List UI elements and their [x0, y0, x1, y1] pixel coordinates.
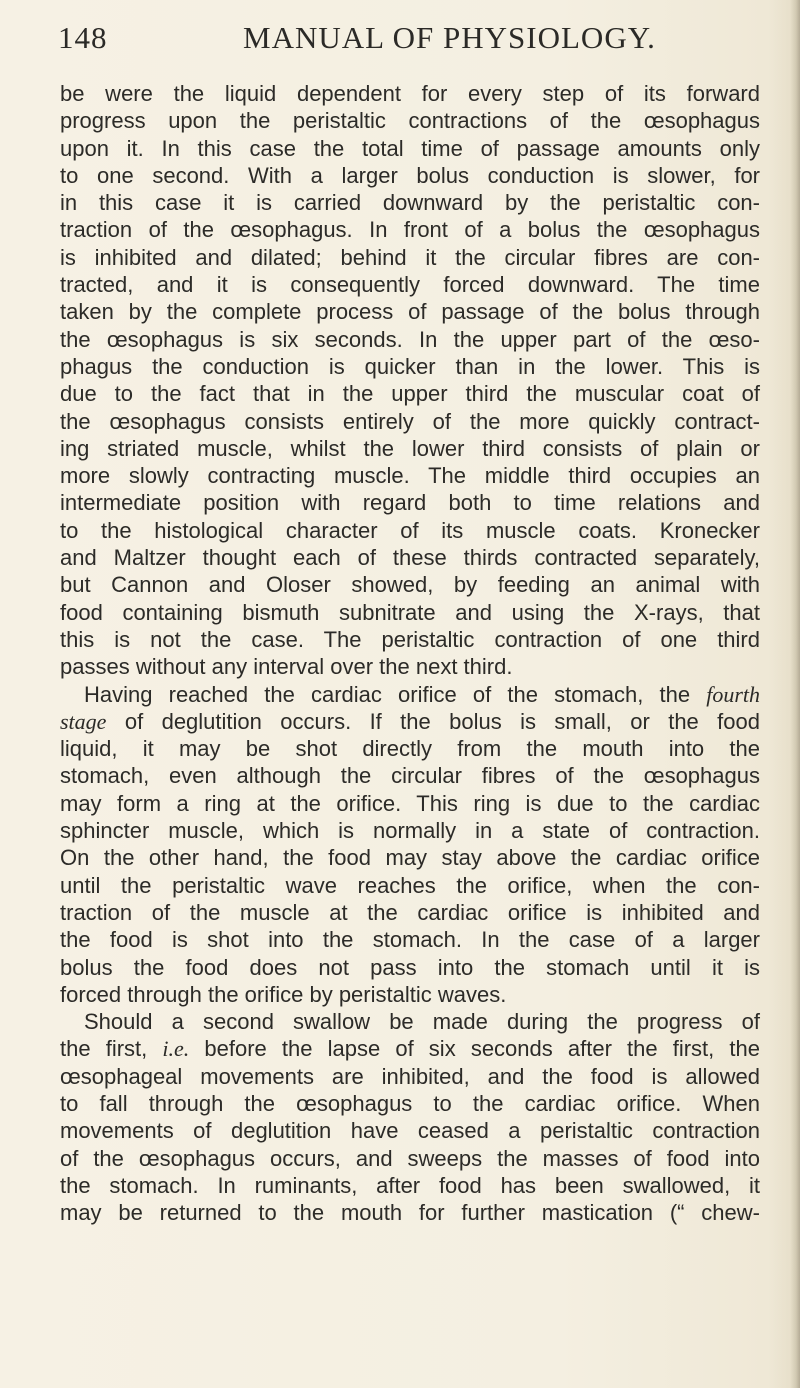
text-line: tracted, and it is consequently forced downward. The time	[60, 272, 760, 298]
text-line: upon it. In this case the total time of passage amounts only	[60, 135, 760, 161]
text-line: movements of deglutition have ceased a peristaltic contraction	[60, 1118, 760, 1144]
italic-term: i.e.	[162, 1036, 190, 1062]
text-line	[60, 708, 760, 735]
text-line: the food is shot into the stomach. In the case of a larger	[60, 927, 760, 953]
text-line	[60, 1035, 760, 1062]
text-line: ing striated muscle, whilst the lower third consists of plain or	[60, 435, 760, 461]
text-line: On the other hand, the food may stay above the cardiac orifice	[60, 845, 760, 871]
text-line: food containing bismuth subnitrate and using the X-rays, that	[60, 599, 760, 625]
text-line: more slowly contracting muscle. The middle third occupies an	[60, 463, 760, 489]
text-line: stomach, even although the circular fibres of the œsophagus	[60, 763, 760, 789]
text-line: to the histological character of its muscle coats. Kronecker	[60, 517, 760, 543]
text-line: may form a ring at the orifice. This ring is due to the cardiac	[60, 790, 760, 816]
text-line: and Maltzer thought each of these thirds contracted separately,	[60, 545, 760, 571]
text-line: œsophageal movements are inhibited, and the food is allowed	[60, 1063, 760, 1089]
page-edge-shadow	[790, 0, 800, 1388]
running-head	[58, 20, 758, 60]
text-segment: the first,	[60, 1036, 163, 1062]
text-line: liquid, it may be shot directly from the mouth into the	[60, 736, 760, 762]
text-line: but Cannon and Oloser showed, by feeding an animal with	[60, 572, 760, 598]
text-line: be were the liquid dependent for every step of its forward	[60, 81, 760, 106]
italic-term: stage	[60, 708, 107, 734]
text-segment: of deglutition occurs. If the bolus is small, or the food	[106, 708, 760, 734]
italic-term: fourth	[706, 681, 760, 707]
text-line: to fall through the œsophagus to the cardiac orifice. When	[60, 1090, 760, 1116]
text-line: the stomach. In ruminants, after food has been swallowed, it	[60, 1172, 760, 1198]
text-line: this is not the case. The peristaltic contraction of one third	[60, 626, 760, 652]
text-line: in this case it is carried downward by the peristaltic con-	[60, 190, 760, 216]
text-line: progress upon the peristaltic contractions of the œsophagus	[60, 108, 760, 134]
text-line: may be returned to the mouth for further mastication (“ chew-	[60, 1200, 760, 1226]
running-title: MANUAL OF PHYSIOLOGY.	[243, 20, 656, 55]
text-line: due to the fact that in the upper third the muscular coat of	[60, 381, 760, 407]
text-line: taken by the complete process of passage of the bolus through	[60, 299, 760, 325]
text-segment: before the lapse of six seconds after the first, the	[189, 1036, 760, 1062]
text-line: Should a second swallow be made during the progress of	[84, 1009, 760, 1035]
body-text	[60, 80, 760, 1226]
text-line: to one second. With a larger bolus conduction is slower, for	[60, 162, 760, 188]
text-line: until the peristaltic wave reaches the orifice, when the con-	[60, 872, 760, 898]
text-segment: Having reached the cardiac orifice of the stomach, the	[84, 681, 707, 707]
text-line: forced through the orifice by peristaltic waves.	[60, 981, 507, 1007]
text-line: phagus the conduction is quicker than in the lower. This is	[60, 353, 760, 379]
text-line: traction of the œsophagus. In front of a bolus the œsophagus	[60, 217, 760, 243]
text-line: of the œsophagus occurs, and sweeps the masses of food into	[60, 1145, 760, 1171]
text-line: bolus the food does not pass into the stomach until it is	[60, 954, 760, 980]
text-line: sphincter muscle, which is normally in a state of contraction.	[60, 818, 760, 844]
text-line: intermediate position with regard both to time relations and	[60, 490, 760, 516]
text-line: traction of the muscle at the cardiac orifice is inhibited and	[60, 899, 760, 925]
page-number: 148	[58, 20, 108, 55]
text-line: is inhibited and dilated; behind it the circular fibres are con-	[60, 244, 760, 270]
text-line	[60, 681, 760, 708]
text-line: the œsophagus consists entirely of the more quickly contract-	[60, 408, 760, 434]
text-line: passes without any interval over the next third.	[60, 654, 513, 680]
text-line: the œsophagus is six seconds. In the upper part of the œso-	[60, 326, 760, 352]
